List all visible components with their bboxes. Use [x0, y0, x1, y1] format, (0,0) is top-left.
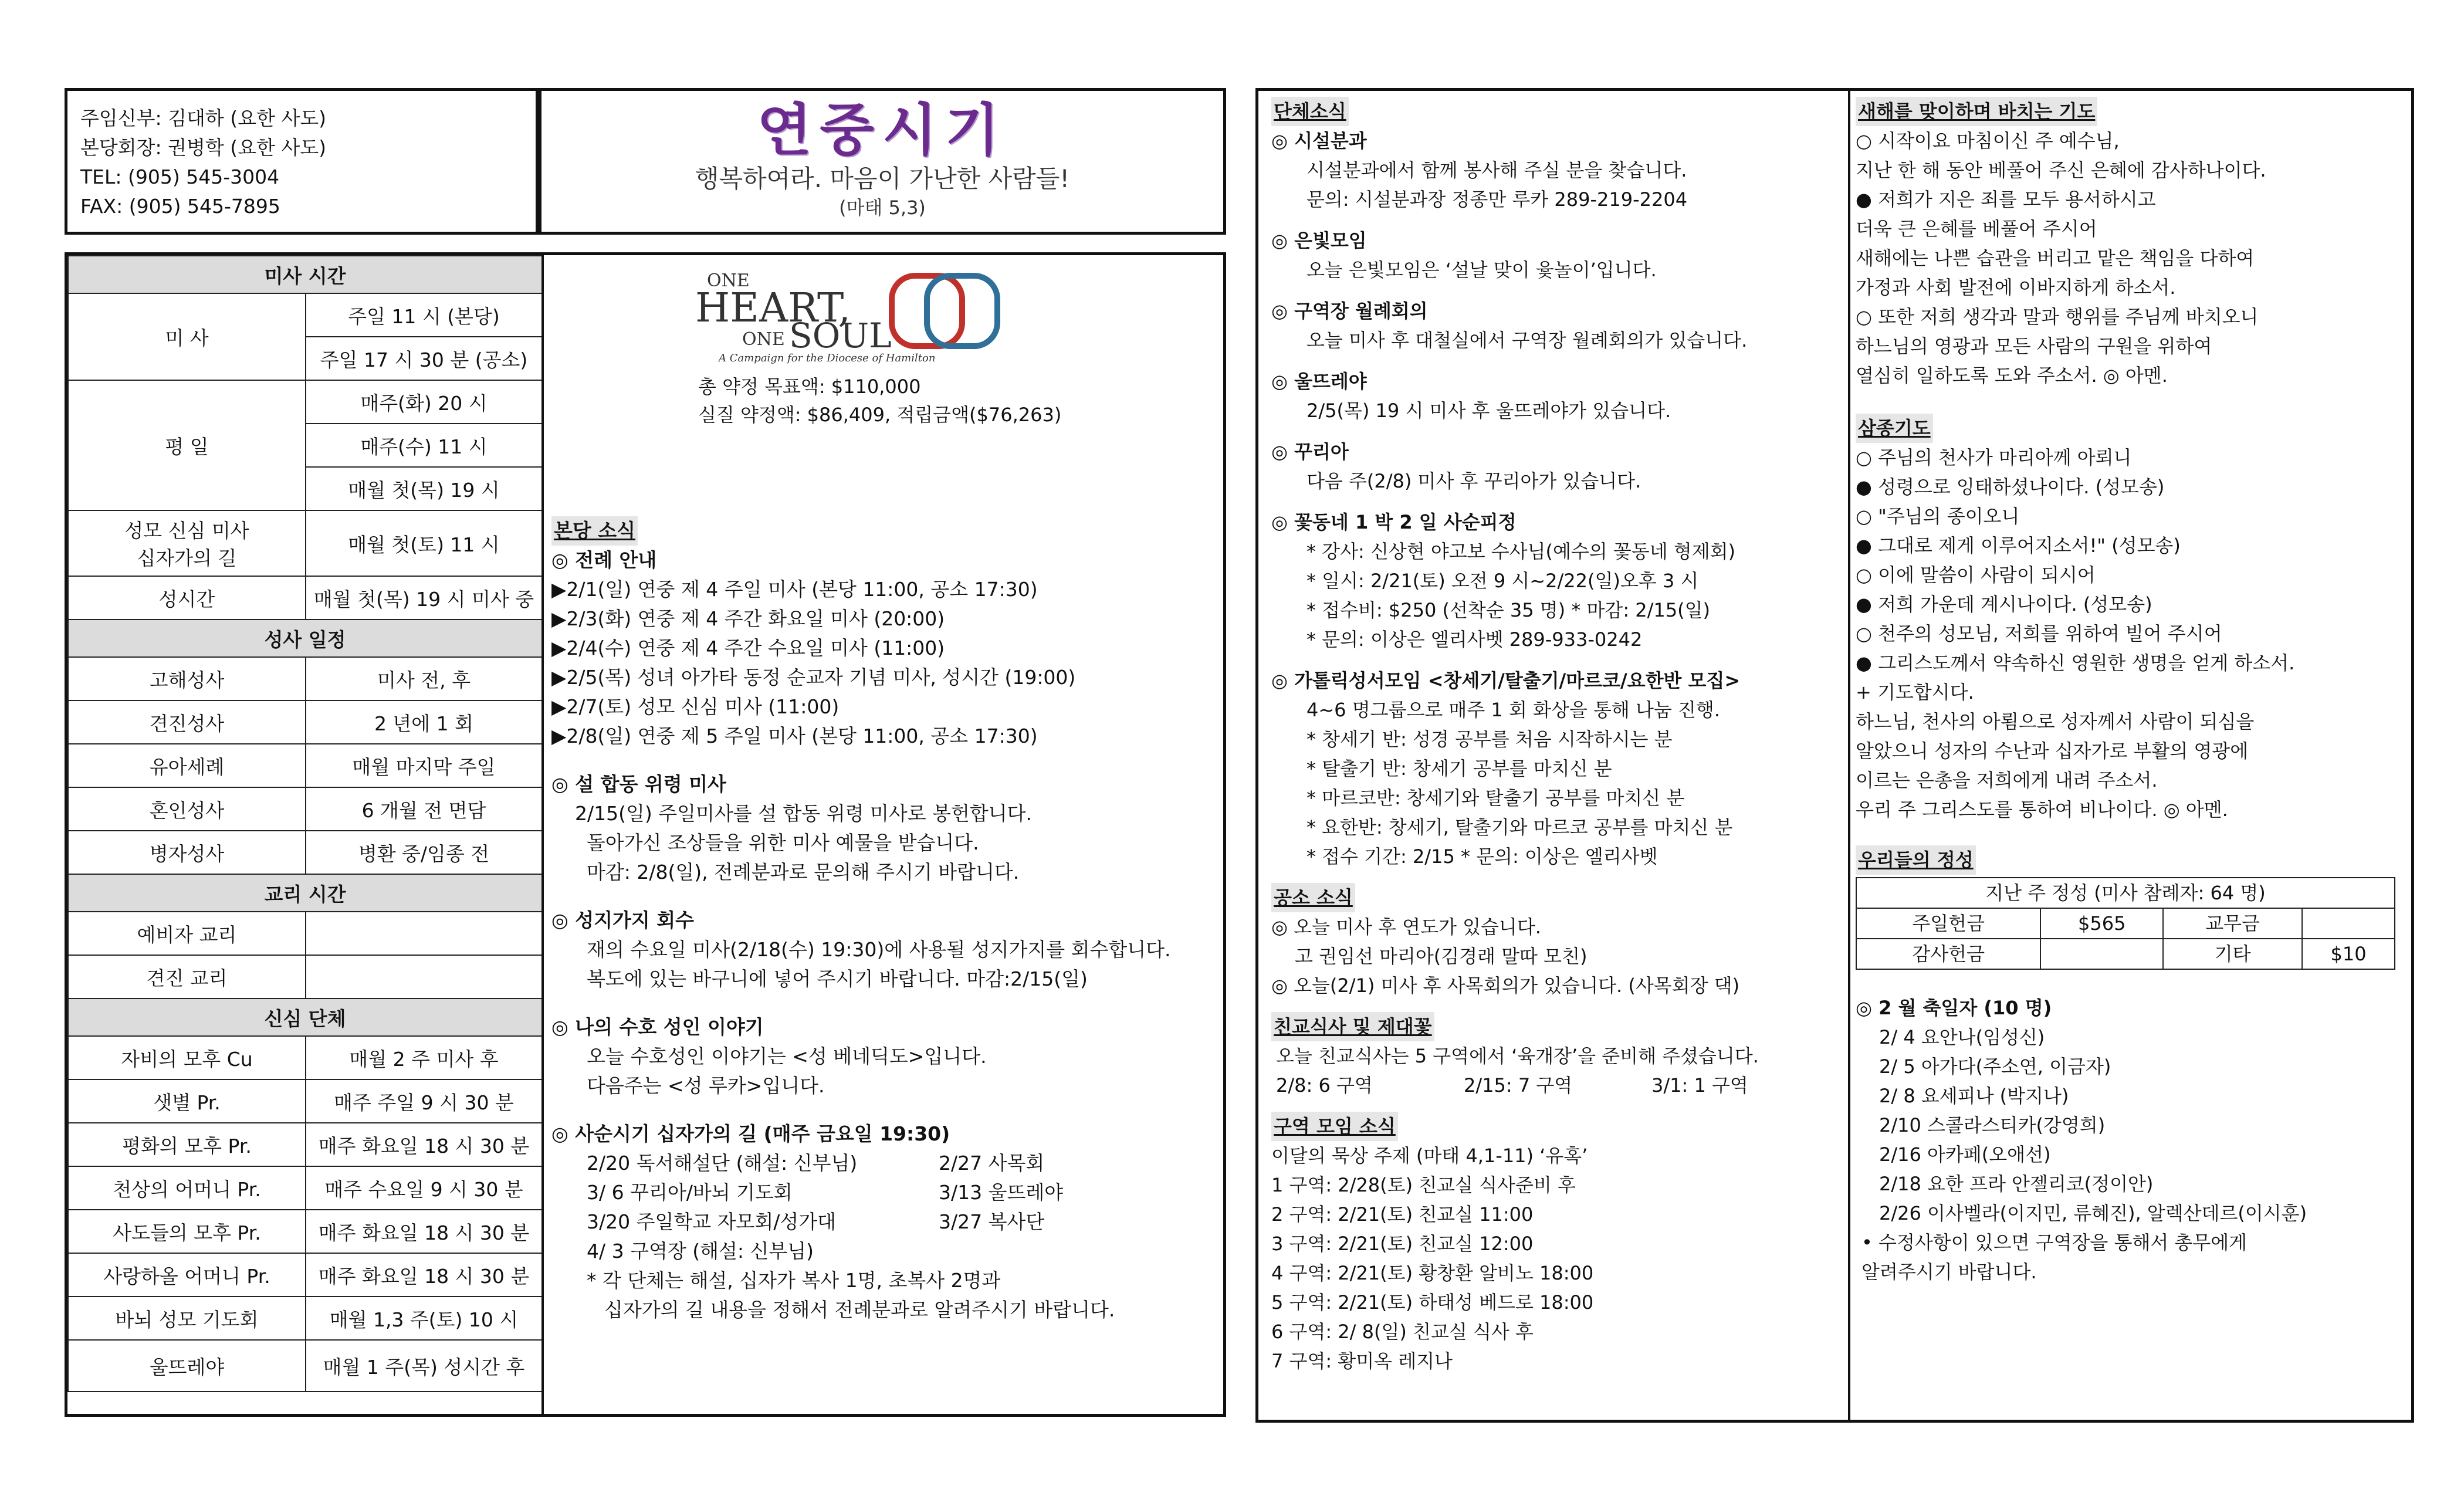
- catechism-value: [306, 955, 542, 999]
- group-meeting: 매주 수요일 9 시 30 분: [306, 1166, 542, 1210]
- patron-saint-title: ◎ 나의 수호 성인 이야기: [551, 1016, 764, 1038]
- new-year-prayer-line: 하느님의 영광과 모든 사람의 구원을 위하여: [1856, 335, 2212, 357]
- column-divider: [1848, 91, 1850, 1420]
- sacrament-label: 병자성사: [68, 831, 306, 874]
- liturgy-item: ▶2/7(토) 성모 신심 미사 (11:00): [551, 695, 840, 718]
- meditation-theme: 이달의 묵상 주제 (마태 4,1-11) ‘유혹’: [1271, 1145, 1588, 1167]
- district-meeting-row: 7 구역: 황미옥 레지나: [1271, 1350, 1453, 1372]
- parish-news-heading: 본당 소식: [551, 516, 638, 546]
- feast-day-item: 2/26 이사벨라(이지민, 류혜진), 알렉산데르(이시훈): [1879, 1202, 2307, 1224]
- holy-hour-label: 성시간: [68, 576, 306, 620]
- pastor-name: 주임신부: 김대하 (요한 사도): [80, 107, 326, 130]
- bible-study-line: * 접수 기간: 2/15 * 문의: 이상은 엘리사벳: [1307, 845, 1658, 868]
- angelus-line: ○ 이에 말씀이 사람이 되시어: [1856, 564, 2096, 586]
- seollal-mass-title: ◎ 설 합동 위령 미사: [551, 773, 726, 796]
- palm-line: 복도에 있는 바구니에 넣어 주시기 바랍니다. 마감:2/15(일): [587, 967, 1088, 990]
- group-meeting: 매월 1,3 주(토) 10 시: [306, 1297, 542, 1340]
- angelus-line: ● 그대로 제게 이루어지소서!" (성모송): [1856, 534, 2181, 557]
- bible-study-line: * 요한반: 창세기, 탈출기와 마르코 공부를 마치신 분: [1307, 816, 1733, 838]
- district-meeting-row: 1 구역: 2/28(토) 친교실 식사준비 후: [1271, 1174, 1576, 1196]
- liturgy-item: ▶2/3(화) 연중 제 4 주간 화요일 미사 (20:00): [551, 607, 945, 630]
- district-meeting-row: 2 구역: 2/21(토) 친교실 11:00: [1271, 1203, 1534, 1226]
- feast-days-title: ◎ 2 월 축일자 (10 명): [1856, 997, 2052, 1019]
- new-year-prayer-line: 새해에는 나쁜 습관을 버리고 맡은 책임을 다하여: [1856, 247, 2255, 269]
- retreat-line: * 강사: 신상현 야고보 수사님(예수의 꽃동네 형제회): [1307, 540, 1736, 563]
- district-meeting-title: ◎ 구역장 월례회의: [1271, 300, 1428, 322]
- catechism-value: [306, 912, 542, 955]
- weekly-motto: 행복하여라. 마음이 가난한 사람들!: [695, 164, 1070, 193]
- palm-line: 재의 수요일 미사(2/18(수) 19:30)에 사용될 성지가지를 회수합니다.: [587, 938, 1171, 961]
- sacrament-label: 견진성사: [68, 700, 306, 744]
- offering-table-header: 지난 주 정성 (미사 참례자: 64 명): [1856, 878, 2395, 908]
- sunday-mass-time: 주일 11 시 (본당): [306, 293, 542, 337]
- svg-text:A Campaign for the Diocese of: A Campaign for the Diocese of Hamilton: [719, 352, 936, 364]
- offering-cell: [2302, 908, 2395, 939]
- one-heart-one-soul-logo: [695, 264, 1141, 364]
- group-meeting: 매주 화요일 18 시 30 분: [306, 1210, 542, 1253]
- angelus-line: 알았으니 성자의 수난과 십자가로 부활의 영광에: [1856, 740, 2249, 762]
- offering-cell: $10: [2302, 939, 2395, 969]
- schedule-table: [67, 255, 543, 1392]
- retreat-line: * 접수비: $250 (선착순 35 명) * 마감: 2/15(일): [1307, 599, 1711, 621]
- group-news-heading: 단체소식: [1271, 97, 1349, 126]
- angelus-line: ● 저희 가운데 계시나이다. (성모송): [1856, 593, 2152, 615]
- fellowship-text: 오늘 친교식사는 5 구역에서 ‘육개장’을 준비해 주셨습니다.: [1276, 1045, 1759, 1067]
- angelus-line: + 기도합시다.: [1856, 681, 1974, 703]
- sacrament-label: 혼인성사: [68, 787, 306, 831]
- patron-saint-line: 오늘 수호성인 이야기는 <성 베네딕도>입니다.: [587, 1045, 987, 1068]
- marian-mass-label: 성모 신심 미사 십자가의 길: [68, 510, 306, 576]
- bible-study-line: * 마르코반: 창세기와 탈출기 공부를 마치신 분: [1307, 787, 1685, 809]
- group-label: 평화의 모후 Pr.: [68, 1123, 306, 1166]
- new-year-prayer-heading: 새해를 맞이하며 바치는 기도: [1856, 97, 2097, 126]
- liturgical-season-title: 연중시기: [757, 97, 1008, 163]
- angelus-line: 이르는 은총을 저희에게 내려 주소서.: [1856, 769, 2158, 791]
- offering-cell: 주일헌금: [1856, 908, 2040, 939]
- angelus-line: ● 성령으로 잉태하셨나이다. (성모송): [1856, 476, 2165, 498]
- sacraments-heading: 성사 일정: [68, 620, 542, 657]
- bible-study-line: * 탈출기 반: 창세기 공부를 마치신 분: [1307, 757, 1612, 780]
- district-meeting-row: 6 구역: 2/ 8(일) 친교실 식사 후: [1271, 1321, 1534, 1343]
- pledge-actual: 실질 약정액: $86,409, 적립금액($76,263): [698, 404, 1062, 426]
- groups-heading: 신심 단체: [68, 999, 542, 1036]
- curia-line: 다음 주(2/8) 미사 후 꾸리아가 있습니다.: [1307, 470, 1641, 492]
- catechism-label: 견진 교리: [68, 955, 306, 999]
- bible-study-line: * 창세기 반: 성경 공부를 처음 시작하시는 분: [1307, 728, 1673, 750]
- fellowship-schedule: 2/8: 6 구역 2/15: 7 구역 3/1: 1 구역: [1276, 1074, 1748, 1096]
- angelus-line: ○ "주님의 종이오니: [1856, 505, 2020, 527]
- group-label: 자비의 모후 Cu: [68, 1036, 306, 1079]
- new-year-prayer-line: 가정과 사회 발전에 이바지하게 하소서.: [1856, 276, 2176, 299]
- liturgy-item: ▶2/1(일) 연중 제 4 주일 미사 (본당 11:00, 공소 17:30): [551, 578, 1038, 601]
- retreat-title: ◎ 꽃동네 1 박 2 일 사순피정: [1271, 511, 1517, 533]
- feast-day-item: 2/ 8 요세피나 (박지나): [1879, 1085, 2069, 1107]
- facility-line: 문의: 시설분과장 정종만 루카 289-219-2204: [1307, 188, 1688, 211]
- group-meeting: 매월 2 주 미사 후: [306, 1036, 542, 1079]
- ultreya-title: ◎ 울뜨레야: [1271, 370, 1367, 392]
- telephone: TEL: (905) 545-3004: [80, 165, 280, 188]
- silver-group-line: 오늘 은빛모임은 ‘설날 맞이 윷놀이’입니다.: [1307, 259, 1657, 281]
- feast-note: • 수정사항이 있으면 구역장을 통해서 총무에게: [1861, 1231, 2248, 1254]
- offering-cell: $565: [2040, 908, 2163, 939]
- mission-line: ◎ 오늘 미사 후 연도가 있습니다.: [1271, 916, 1541, 938]
- column-divider: [541, 255, 544, 1414]
- stations-row: 3/ 6 꾸리아/바뇌 기도회 3/13 울뜨레야: [587, 1181, 1064, 1204]
- group-label: 샛별 Pr.: [68, 1079, 306, 1123]
- sunday-mass-label: 미 사: [68, 293, 306, 380]
- motto-reference: (마태 5,3): [839, 197, 926, 219]
- campaign-pledge: [698, 373, 1061, 429]
- new-year-prayer-line: ● 저희가 지은 죄를 모두 용서하시고: [1856, 188, 2156, 211]
- district-meeting-row: 4 구역: 2/21(토) 황창환 알비노 18:00: [1271, 1262, 1594, 1284]
- mass-times-heading: 미사 시간: [68, 256, 542, 293]
- feast-day-item: 2/10 스콜라스티카(강영희): [1879, 1114, 2106, 1136]
- bible-study-title: ◎ 가톨릭성서모임 <창세기/탈출기/마르코/요한반 모집>: [1271, 669, 1741, 692]
- group-meeting: 매주 주일 9 시 30 분: [306, 1079, 542, 1123]
- offering-cell: 교무금: [2163, 908, 2302, 939]
- group-label: 사도들의 모후 Pr.: [68, 1210, 306, 1253]
- feast-note: 알려주시기 바랍니다.: [1861, 1261, 2037, 1283]
- pledge-goal: 총 약정 목표액: $110,000: [698, 375, 921, 398]
- parish-contact-box: [65, 88, 539, 235]
- prayers-column: [1856, 97, 2407, 1287]
- seollal-line: 2/15(일) 주일미사를 설 합동 위령 미사로 봉헌합니다.: [575, 802, 1032, 825]
- liturgy-item: ▶2/4(수) 연중 제 4 주간 수요일 미사 (11:00): [551, 637, 945, 659]
- new-year-prayer-line: 지난 한 해 동안 베풀어 주신 은혜에 감사하나이다.: [1856, 159, 2266, 181]
- weekday-mass-time: 매월 첫(목) 19 시: [306, 467, 542, 510]
- new-year-prayer-line: ○ 또한 저희 생각과 말과 행위를 주님께 바치오니: [1856, 306, 2259, 328]
- sunday-mass-time: 주일 17 시 30 분 (공소): [306, 337, 542, 380]
- retreat-line: * 일시: 2/21(토) 오전 9 시~2/22(일)오후 3 시: [1307, 570, 1699, 592]
- feast-day-item: 2/ 5 아가다(주소연, 이금자): [1879, 1055, 2111, 1078]
- offering-heading: 우리들의 정성: [1856, 845, 1976, 875]
- group-label: 바뇌 성모 기도회: [68, 1297, 306, 1340]
- curia-title: ◎ 꾸리아: [1271, 441, 1349, 463]
- weekday-mass-time: 매주(화) 20 시: [306, 380, 542, 424]
- bible-study-line: 4~6 명그룹으로 매주 1 회 화상을 통해 나눔 진행.: [1307, 699, 1720, 721]
- group-news-column: [1271, 97, 1846, 1376]
- retreat-line: * 문의: 이상은 엘리사벳 289-933-0242: [1307, 628, 1643, 651]
- new-year-prayer-line: 더욱 큰 은혜를 베풀어 주시어: [1856, 218, 2097, 240]
- offering-cell: 기타: [2163, 939, 2302, 969]
- weekday-mass-time: 매주(수) 11 시: [306, 424, 542, 467]
- mission-news-heading: 공소 소식: [1271, 883, 1355, 912]
- facility-title: ◎ 시설분과: [1271, 130, 1367, 152]
- feast-day-item: 2/18 요한 프라 안젤리코(정이안): [1879, 1173, 2154, 1195]
- ultreya-line: 2/5(목) 19 시 미사 후 울뜨레야가 있습니다.: [1307, 400, 1671, 422]
- parish-news-section: [551, 516, 1220, 1325]
- liturgy-item: ▶2/8(일) 연중 제 5 주일 미사 (본당 11:00, 공소 17:30): [551, 725, 1038, 747]
- angelus-line: ● 그리스도께서 약속하신 영원한 생명을 얻게 하소서.: [1856, 652, 2295, 674]
- sacrament-label: 유아세례: [68, 744, 306, 787]
- seollal-line: 돌아가신 조상들을 위한 미사 예물을 받습니다.: [587, 831, 979, 854]
- group-meeting: 매월 1 주(목) 성시간 후: [306, 1340, 542, 1392]
- angelus-line: ○ 주님의 천사가 마리아께 아뢰니: [1856, 446, 2132, 469]
- angelus-heading: 삼종기도: [1856, 414, 1933, 443]
- sacrament-value: 미사 전, 후: [306, 657, 542, 700]
- silver-group-title: ◎ 은빛모임: [1271, 229, 1367, 252]
- right-panel-box: [1255, 88, 2414, 1423]
- mission-line: ◎ 오늘(2/1) 미사 후 사목회의가 있습니다. (사목회장 댁): [1271, 974, 1740, 997]
- feast-day-item: 2/16 아카페(오애선): [1879, 1143, 2051, 1166]
- feast-day-item: 2/ 4 요안나(임성신): [1879, 1026, 2045, 1048]
- angelus-line: 하느님, 천사의 아룀으로 성자께서 사람이 되심을: [1856, 710, 2255, 733]
- season-header-box: [539, 88, 1226, 235]
- svg-text:ONE: ONE: [742, 329, 785, 350]
- palm-collection-title: ◎ 성지가지 회수: [551, 909, 695, 932]
- sacrament-value: 2 년에 1 회: [306, 700, 542, 744]
- mission-line: 고 권임선 마리아(김경래 말따 모친): [1295, 945, 1588, 967]
- group-meeting: 매주 화요일 18 시 30 분: [306, 1253, 542, 1297]
- liturgy-guide-title: ◎ 전례 안내: [551, 549, 657, 571]
- marian-mass-time: 매월 첫(토) 11 시: [306, 510, 542, 576]
- sacrament-value: 6 개월 전 면담: [306, 787, 542, 831]
- council-president: 본당회장: 권병학 (요한 사도): [80, 136, 326, 159]
- liturgy-item: ▶2/5(목) 성녀 아가타 동정 순교자 기념 미사, 성시간 (19:00): [551, 666, 1076, 689]
- svg-text:SOUL: SOUL: [789, 316, 892, 356]
- offering-cell: 감사헌금: [1856, 939, 2040, 969]
- district-meeting-row: 3 구역: 2/21(토) 친교실 12:00: [1271, 1233, 1534, 1255]
- new-year-prayer-line: 열심히 일하도록 도와 주소서. ◎ 아멘.: [1856, 364, 2168, 387]
- catechism-heading: 교리 시간: [68, 874, 542, 912]
- stations-note: 십자가의 길 내용을 정해서 전례분과로 알려주시기 바랍니다.: [604, 1298, 1115, 1321]
- group-label: 사랑하올 어머니 Pr.: [68, 1253, 306, 1297]
- group-label: 천상의 어머니 Pr.: [68, 1166, 306, 1210]
- group-label: 울뜨레야: [68, 1340, 306, 1392]
- fax: FAX: (905) 545-7895: [80, 195, 280, 218]
- stations-row: 2/20 독서해설단 (해설: 신부님) 2/27 사목회: [587, 1152, 1045, 1175]
- district-meetings-heading: 구역 모임 소식: [1271, 1112, 1398, 1141]
- district-meeting-row: 5 구역: 2/21(토) 하태성 베드로 18:00: [1271, 1291, 1594, 1314]
- patron-saint-line: 다음주는 <성 루카>입니다.: [587, 1074, 825, 1097]
- district-meeting-line: 오늘 미사 후 대철실에서 구역장 월례회의가 있습니다.: [1307, 329, 1748, 351]
- offering-table: [1856, 877, 2395, 970]
- stations-row: 3/20 주일학교 자모회/성가대 3/27 복사단: [587, 1210, 1045, 1233]
- facility-line: 시설분과에서 함께 봉사해 주실 분을 찾습니다.: [1307, 159, 1687, 181]
- stations-note: * 각 단체는 해설, 십자가 복사 1명, 초복사 2명과: [587, 1269, 1001, 1292]
- stations-of-cross-title: ◎ 사순시기 십자가의 길 (매주 금요일 19:30): [551, 1122, 950, 1145]
- sacrament-value: 매월 마지막 주일: [306, 744, 542, 787]
- seollal-line: 마감: 2/8(일), 전례분과로 문의해 주시기 바랍니다.: [587, 861, 1020, 884]
- sacrament-value: 병환 중/임종 전: [306, 831, 542, 874]
- catechism-label: 예비자 교리: [68, 912, 306, 955]
- angelus-line: ○ 천주의 성모님, 저희를 위하여 빌어 주시어: [1856, 622, 2222, 645]
- sacrament-label: 고해성사: [68, 657, 306, 700]
- holy-hour-time: 매월 첫(목) 19 시 미사 중: [306, 576, 542, 620]
- weekday-mass-label: 평 일: [68, 380, 306, 510]
- fellowship-heading: 친교식사 및 제대꽃: [1271, 1012, 1434, 1041]
- new-year-prayer-line: ○ 시작이요 마침이신 주 예수님,: [1856, 130, 2120, 152]
- offering-cell: [2040, 939, 2163, 969]
- svg-text:ONE: ONE: [707, 270, 750, 291]
- group-meeting: 매주 화요일 18 시 30 분: [306, 1123, 542, 1166]
- svg-text:HEART,: HEART,: [695, 285, 851, 331]
- stations-row: 4/ 3 구역장 (해설: 신부님): [587, 1240, 814, 1263]
- angelus-line: 우리 주 그리스도를 통하여 비나이다. ◎ 아멘.: [1856, 798, 2228, 821]
